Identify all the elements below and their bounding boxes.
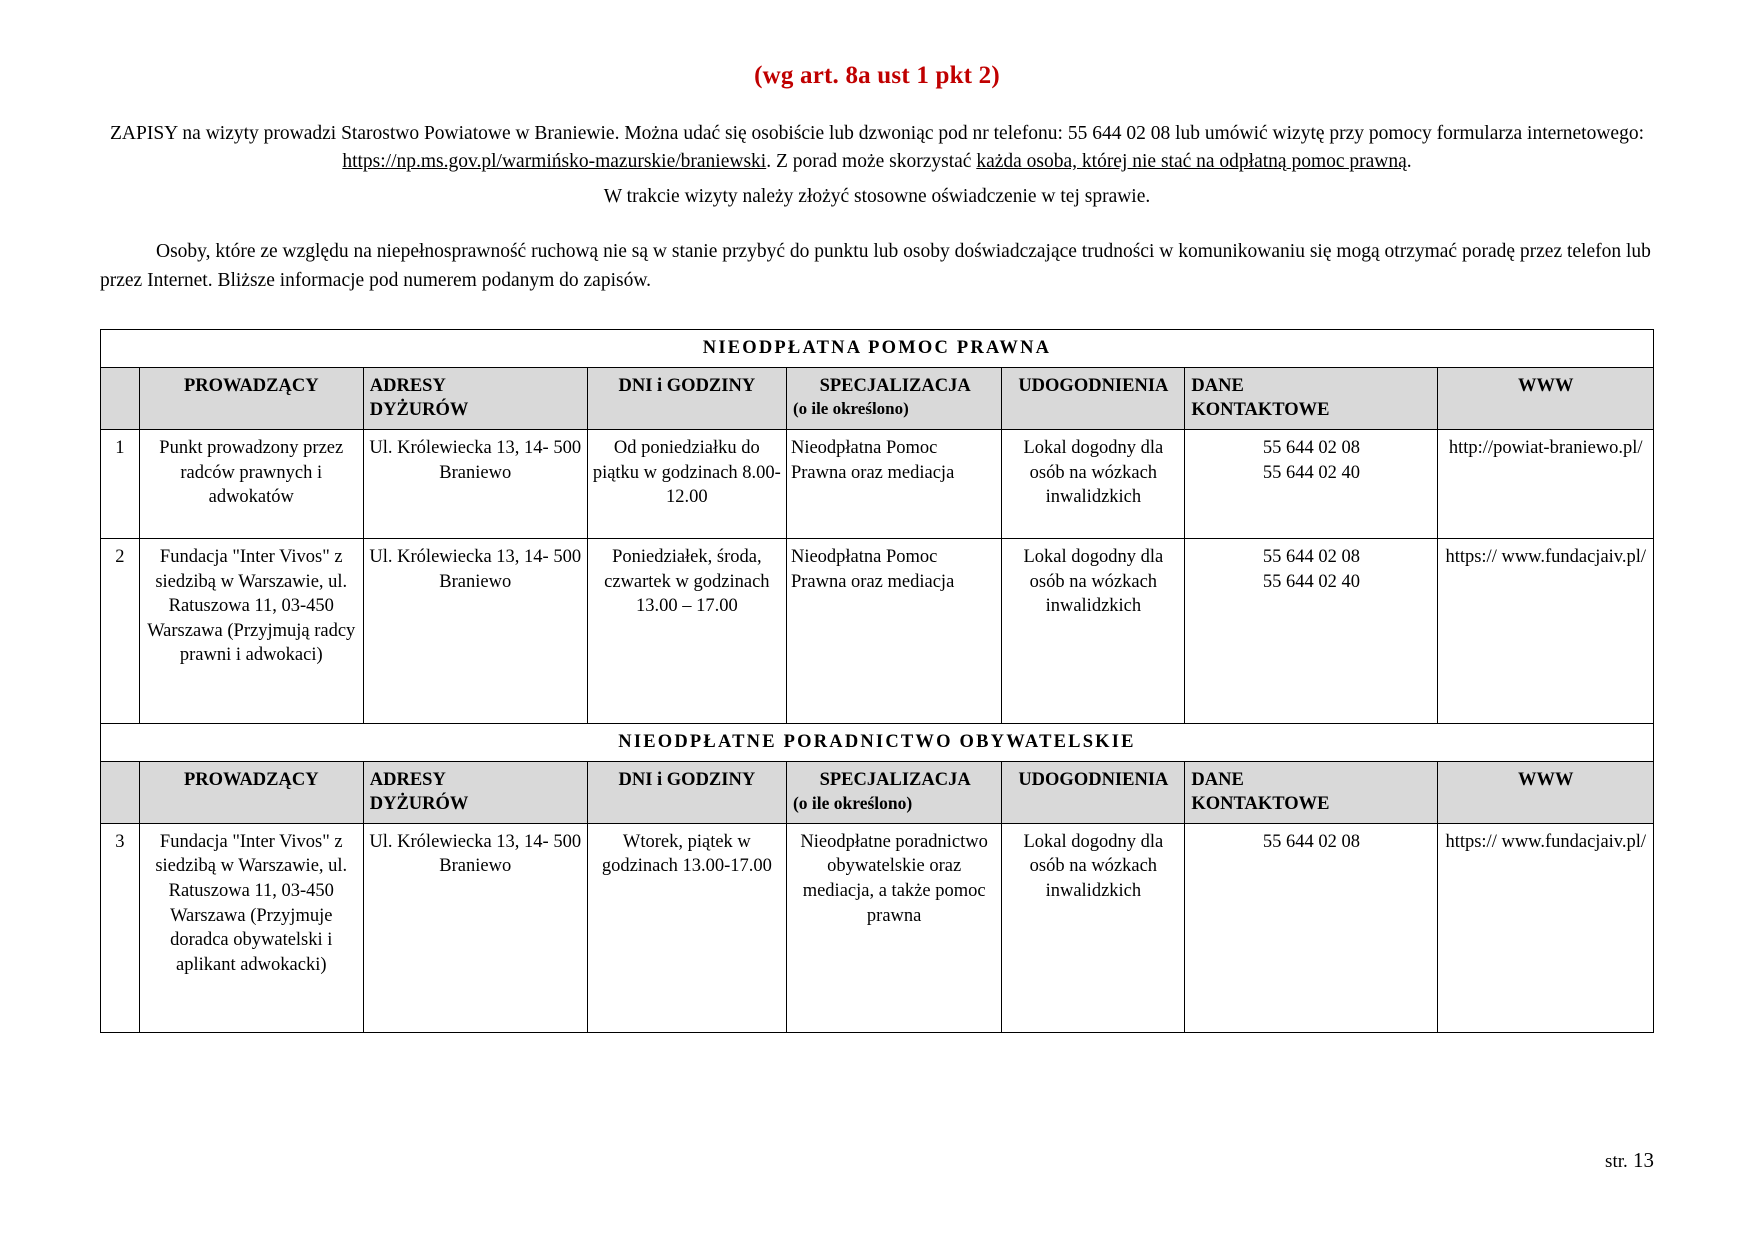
column-headers-2 <box>101 761 1654 823</box>
aid-points-table <box>100 329 1654 1033</box>
row-dane <box>1185 823 1438 1032</box>
header-adresy-line1-1: ADRESY <box>369 375 446 396</box>
np-ms-gov-link[interactable]: https://np.ms.gov.pl/warmińsko-mazurskie/braniewski <box>342 151 767 173</box>
page-footer <box>1605 1148 1654 1173</box>
header-adresy-1 <box>363 367 587 429</box>
row-udogodnienia: Lokal dogodny dla osób na wózkach inwalidzkich <box>1002 539 1185 724</box>
header-specjalizacja-2 <box>786 761 1001 823</box>
row-dni: Wtorek, piątek w godzinach 13.00-17.00 <box>587 823 786 1032</box>
row-adresy: Ul. Królewiecka 13, 14- 500 Braniewo <box>363 430 587 539</box>
header-specjalizacja-1 <box>786 367 1001 429</box>
row-dane-line1: 55 644 02 08 <box>1262 547 1360 568</box>
header-adresy-line2-1: DYŻURÓW <box>369 400 469 421</box>
row-number: 1 <box>101 430 140 539</box>
intro-paragraph-2: Osoby, które ze względu na niepełnosprawność ruchową nie są w stanie przybyć do punktu lub osoby doświadczające trudności w komunikowaniu się mogą otrzymać poradę przez telefon lub przez Internet. Bliższe informacje pod numerem podanym do zapisów. <box>100 240 1651 292</box>
header-dane-1 <box>1185 367 1438 429</box>
header-dni-2: DNI i GODZINY <box>587 761 786 823</box>
row-specjalizacja: Nieodpłatne poradnictwo obywatelskie oraz mediacja, a także pomoc prawna <box>786 823 1001 1032</box>
table-row <box>101 430 1654 539</box>
row-prowadzacy: Fundacja "Inter Vivos" z siedzibą w Warszawie, ul. Ratuszowa 11, 03-450 Warszawa (Przyjmuje doradca obywatelski i aplikant adwokacki) <box>139 823 363 1032</box>
row-dane-line2: 55 644 02 40 <box>1262 571 1360 592</box>
intro-text-part2: . Z porad może skorzystać <box>766 151 977 173</box>
header-num-1 <box>101 367 140 429</box>
intro-text-part3: . <box>1406 151 1412 173</box>
row-dane <box>1185 430 1438 539</box>
header-dni-1: DNI i GODZINY <box>587 367 786 429</box>
header-www-2: WWW <box>1438 761 1654 823</box>
header-dane-line1-2: DANE <box>1191 769 1244 790</box>
row-dni: Poniedziałek, środa, czwartek w godzinach 13.00 – 17.00 <box>587 539 786 724</box>
header-dane-line1-1: DANE <box>1191 375 1244 396</box>
header-specjalizacja-main-2: SPECJALIZACJA <box>819 769 971 790</box>
section-title-2: NIEODPŁATNE PORADNICTWO OBYWATELSKIE <box>101 724 1654 762</box>
header-dane-line2-2: KONTAKTOWE <box>1191 794 1330 815</box>
header-specjalizacja-sub-2: (o ile określono) <box>792 793 913 814</box>
header-specjalizacja-main-1: SPECJALIZACJA <box>819 375 971 396</box>
intro-paragraph-1 <box>100 120 1654 177</box>
header-specjalizacja-sub-1: (o ile określono) <box>792 399 909 419</box>
section-header-civic-counselling <box>101 724 1654 762</box>
row-dane-line1: 55 644 02 08 <box>1262 831 1360 852</box>
header-udogodnienia-2: UDOGODNIENIA <box>1002 761 1185 823</box>
header-prowadzacy-2: PROWADZĄCY <box>139 761 363 823</box>
row-www[interactable]: https:// www.fundacjaiv.pl/ <box>1438 823 1654 1032</box>
row-dane-line1: 55 644 02 08 <box>1262 438 1360 459</box>
row-number: 2 <box>101 539 140 724</box>
row-www[interactable]: https:// www.fundacjaiv.pl/ <box>1438 539 1654 724</box>
table-row <box>101 539 1654 724</box>
header-dane-2 <box>1185 761 1438 823</box>
row-prowadzacy: Punkt prowadzony przez radców prawnych i adwokatów <box>139 430 363 539</box>
row-dane-line2: 55 644 02 40 <box>1262 462 1360 483</box>
intro-text-underlined: każda osoba, której nie stać na odpłatną pomoc prawną <box>976 151 1407 173</box>
header-num-2 <box>101 761 140 823</box>
header-udogodnienia-1: UDOGODNIENIA <box>1002 367 1185 429</box>
page-number: 13 <box>1633 1148 1654 1172</box>
row-specjalizacja: Nieodpłatna Pomoc Prawna oraz mediacja <box>786 430 1001 539</box>
header-adresy-line1-2: ADRESY <box>369 769 446 790</box>
table-row <box>101 823 1654 1032</box>
header-prowadzacy-1: PROWADZĄCY <box>139 367 363 429</box>
header-www-1: WWW <box>1438 367 1654 429</box>
section-title-1: NIEODPŁATNA POMOC PRAWNA <box>101 330 1654 368</box>
intro-text-part1: ZAPISY na wizyty prowadzi Starostwo Powiatowe w Braniewie. Można udać się osobiście lub dzwoniąc pod nr telefonu: 55 644 02 08 lub umówić wizytę przy pomocy formularza internetowego: <box>110 123 1644 144</box>
row-prowadzacy: Fundacja "Inter Vivos" z siedzibą w Warszawie, ul. Ratuszowa 11, 03-450 Warszawa (Przyjmują radcy prawni i adwokaci) <box>139 539 363 724</box>
row-number: 3 <box>101 823 140 1032</box>
row-www[interactable]: http://powiat-braniewo.pl/ <box>1438 430 1654 539</box>
header-adresy-2 <box>363 761 587 823</box>
intro-paragraph-1-line3: W trakcie wizyty należy złożyć stosowne oświadczenie w tej sprawie. <box>603 185 1151 207</box>
row-udogodnienia: Lokal dogodny dla osób na wózkach inwalidzkich <box>1002 823 1185 1032</box>
page-label: str. <box>1605 1151 1628 1172</box>
header-dane-line2-1: KONTAKTOWE <box>1191 400 1330 421</box>
row-udogodnienia: Lokal dogodny dla osób na wózkach inwalidzkich <box>1002 430 1185 539</box>
row-dni: Od poniedziałku do piątku w godzinach 8.00-12.00 <box>587 430 786 539</box>
row-adresy: Ul. Królewiecka 13, 14- 500 Braniewo <box>363 823 587 1032</box>
row-adresy: Ul. Królewiecka 13, 14- 500 Braniewo <box>363 539 587 724</box>
section-header-legal-aid <box>101 330 1654 368</box>
row-specjalizacja: Nieodpłatna Pomoc Prawna oraz mediacja <box>786 539 1001 724</box>
column-headers-1 <box>101 367 1654 429</box>
header-adresy-line2-2: DYŻURÓW <box>369 794 469 815</box>
row-dane <box>1185 539 1438 724</box>
page-title: (wg art. 8a ust 1 pkt 2) <box>754 62 1000 89</box>
